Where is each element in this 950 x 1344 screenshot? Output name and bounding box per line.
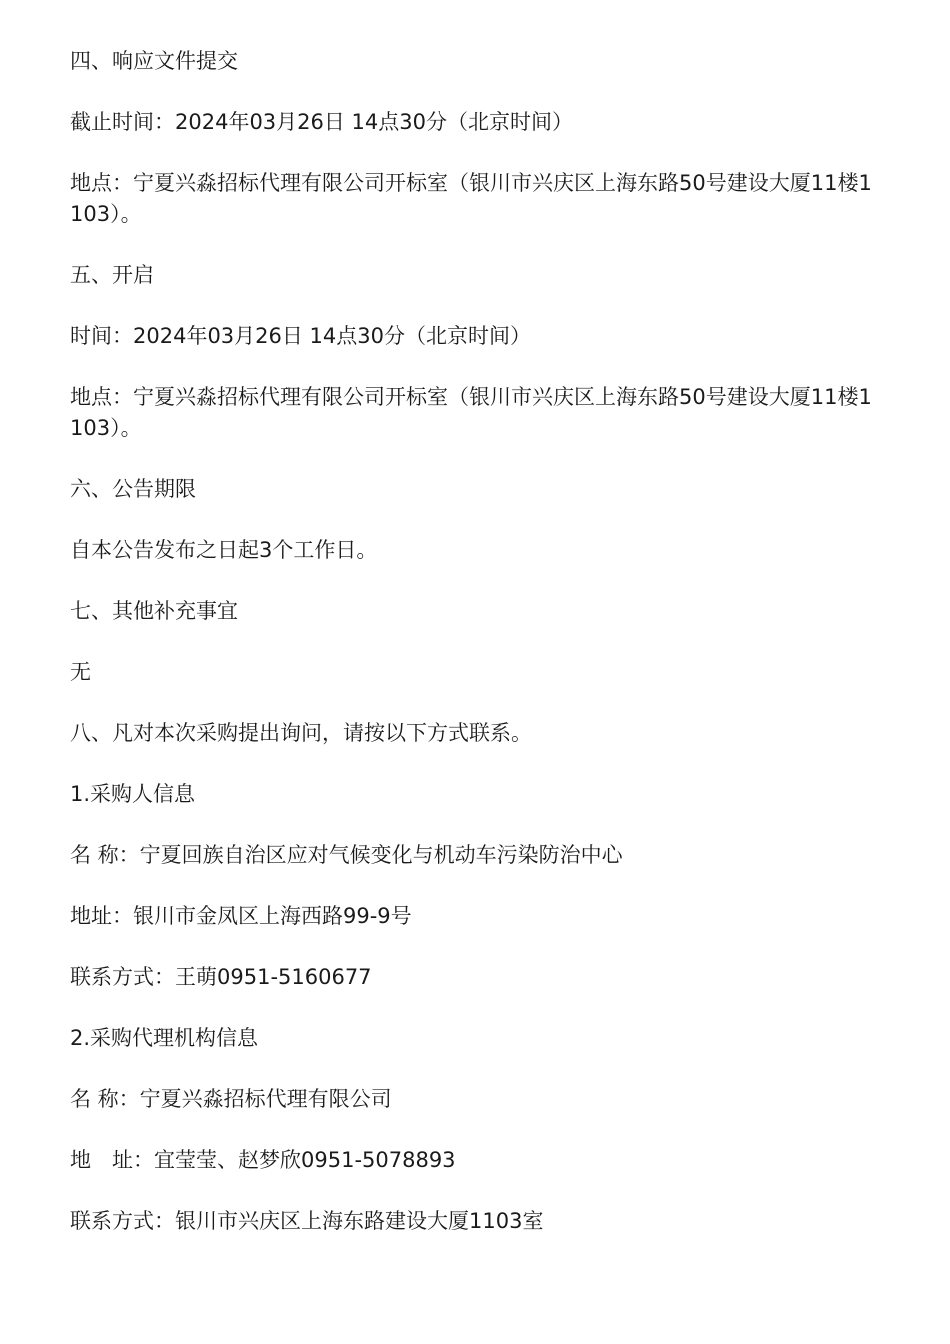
purchaser-address: 地址：银川市金凤区上海西路99-9号 [70, 904, 412, 928]
announcement-period: 自本公告发布之日起3个工作日。 [70, 538, 378, 562]
section-4-heading: 四、响应文件提交 [70, 49, 238, 73]
submission-location: 地点：宁夏兴淼招标代理有限公司开标室（银川市兴庆区上海东路50号建设大厦11楼1103）。 [70, 171, 872, 226]
agency-info-title: 2.采购代理机构信息 [70, 1026, 259, 1050]
section-6-heading: 六、公告期限 [70, 477, 196, 501]
other-matters: 无 [70, 660, 91, 684]
agency-contact: 联系方式：银川市兴庆区上海东路建设大厦1103室 [70, 1209, 544, 1233]
agency-address: 地 址：宜莹莹、赵梦欣0951-5078893 [70, 1148, 456, 1172]
submission-deadline: 截止时间：2024年03月26日 14点30分（北京时间） [70, 110, 574, 134]
agency-name: 名 称：宁夏兴淼招标代理有限公司 [70, 1087, 392, 1111]
section-8-heading: 八、凡对本次采购提出询问，请按以下方式联系。 [70, 721, 532, 745]
section-5-heading: 五、开启 [70, 263, 154, 287]
opening-location: 地点：宁夏兴淼招标代理有限公司开标室（银川市兴庆区上海东路50号建设大厦11楼1103）。 [70, 385, 872, 440]
section-7-heading: 七、其他补充事宜 [70, 599, 238, 623]
announcement-document [70, 46, 882, 1267]
purchaser-contact: 联系方式：王萌0951-5160677 [70, 965, 372, 989]
purchaser-info-title: 1.采购人信息 [70, 782, 196, 806]
purchaser-name: 名 称：宁夏回族自治区应对气候变化与机动车污染防治中心 [70, 843, 623, 867]
opening-time: 时间：2024年03月26日 14点30分（北京时间） [70, 324, 532, 348]
